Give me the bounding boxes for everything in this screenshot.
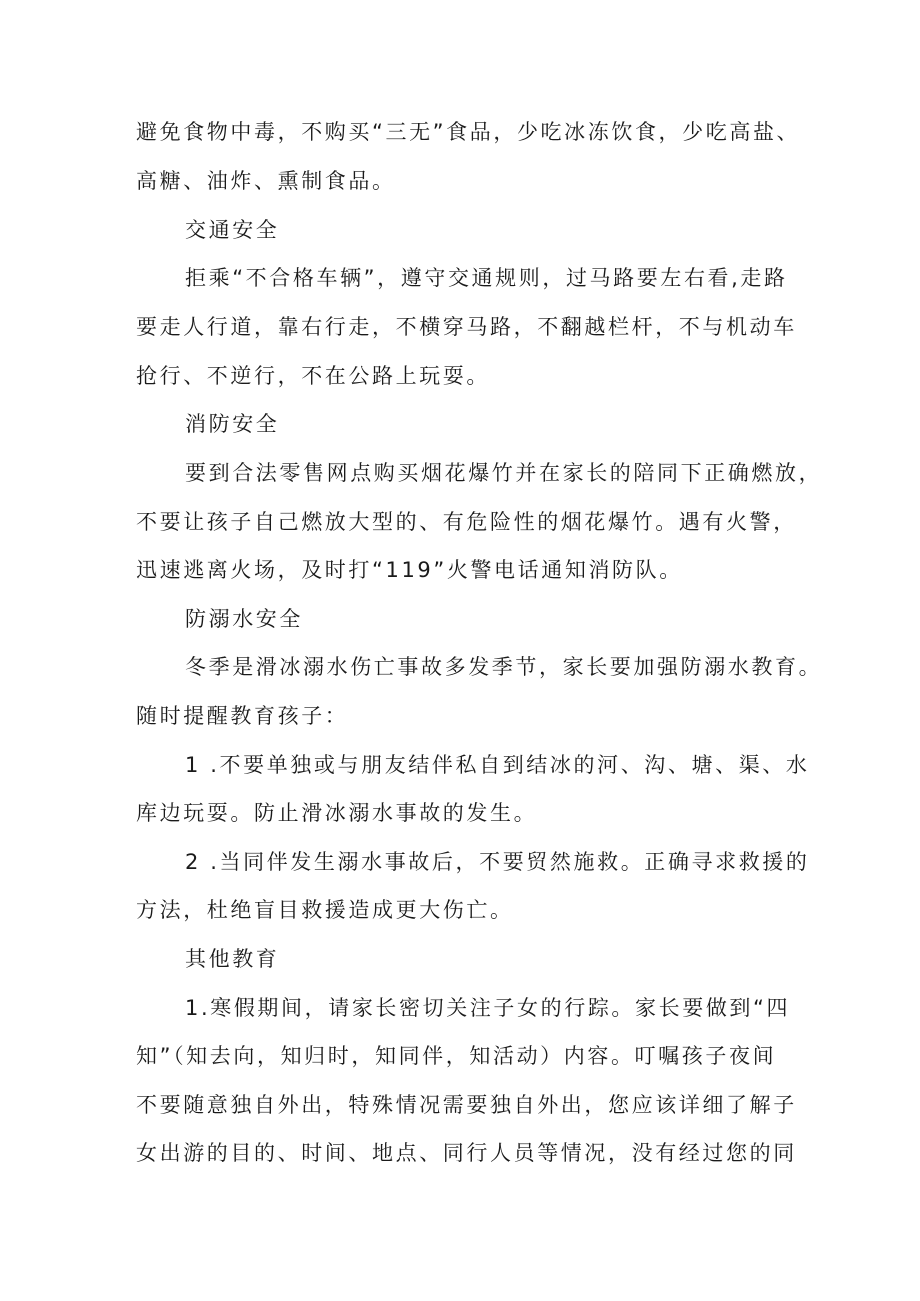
body-text-line: 避免食物中毒，不购买“三无”食品，少吃冰冻饮食，少吃高盐、 [136,120,801,144]
section-heading-drowning: 防溺水安全 [185,607,303,631]
body-text-line: 冬季是滑冰溺水伤亡事故多发季节，家长要加强防溺水教育。 [185,655,823,679]
list-item-line: 不要随意独自外出，特殊情况需要独自外出，您应该详细了解子 [136,1093,797,1117]
body-text-line: 随时提醒教育孩子： [136,704,349,728]
list-item-line: 库边玩耍。防止滑冰溺水事故的发生。 [136,801,538,825]
section-heading-other: 其他教育 [185,947,280,971]
body-text-line: 拒乘“不合格车辆”，遵守交通规则，过马路要左右看,走路 [185,266,788,290]
section-heading-traffic: 交通安全 [185,218,280,242]
body-text-line: 迅速逃离火场，及时打“119”火警电话通知消防队。 [136,558,683,582]
list-item-line: 知”（知去向，知归时，知同伴，知活动）内容。叮嘱孩子夜间 [136,1044,777,1068]
body-text-line: 不要让孩子自己燃放大型的、有危险性的烟花爆竹。遇有火警， [136,510,797,534]
list-item-line: 1 .不要单独或与朋友结伴私自到结冰的河、沟、塘、渠、水 [185,753,810,777]
list-item-line: 1.寒假期间，请家长密切关注子女的行踪。家长要做到“四 [185,996,791,1020]
list-item-line: 方法，杜绝盲目救援造成更大伤亡。 [136,898,514,922]
list-item-line: 2 .当同伴发生溺水事故后，不要贸然施救。正确寻求救援的 [185,850,810,874]
list-item-line: 女出游的目的、时间、地点、同行人员等情况，没有经过您的同 [136,1141,797,1165]
body-text-line: 要走人行道，靠右行走，不横穿马路，不翻越栏杆，不与机动车 [136,315,797,339]
body-text-line: 抢行、不逆行，不在公路上玩耍。 [136,364,490,388]
section-heading-fire: 消防安全 [185,412,280,436]
body-text-line: 要到合法零售网点购买烟花爆竹并在家长的陪同下正确燃放， [185,461,823,485]
body-text-line: 高糖、油炸、熏制食品。 [136,169,396,193]
